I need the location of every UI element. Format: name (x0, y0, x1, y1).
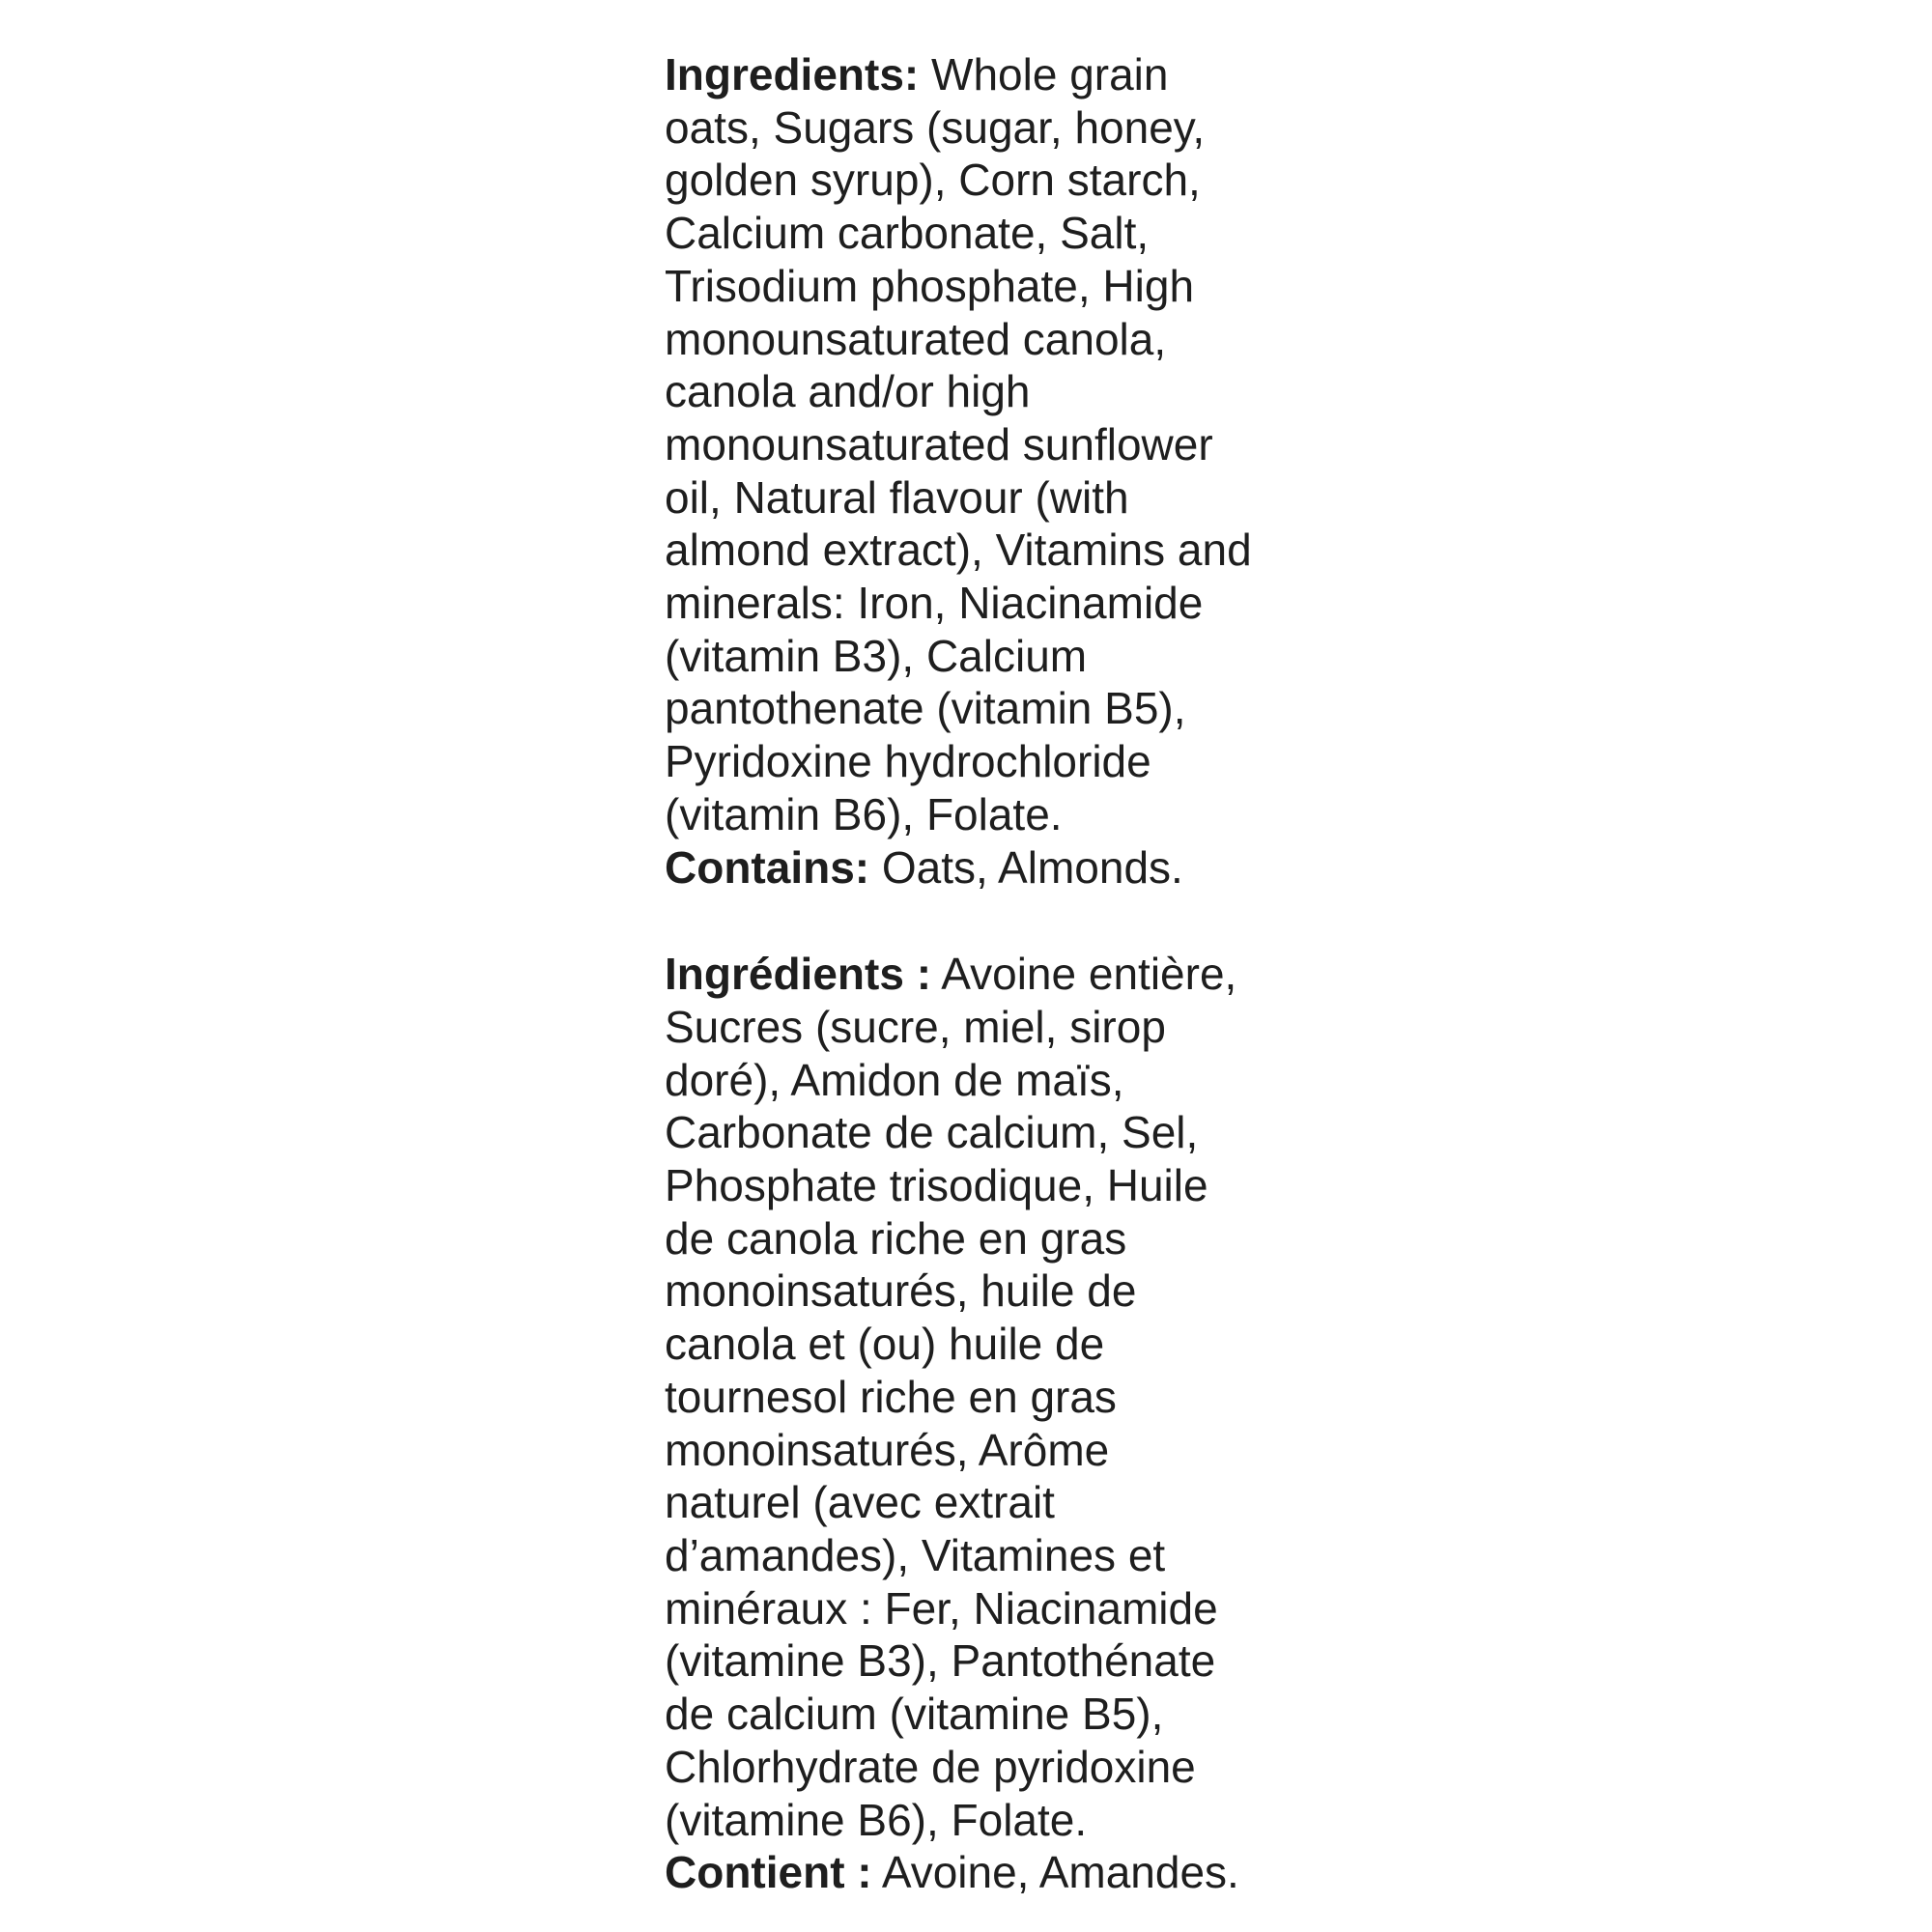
english-ingredients-line: minerals: Iron, Niacinamide (665, 578, 1204, 629)
french-ingredients-line: Carbonate de calcium, Sel, (665, 1107, 1199, 1158)
french-ingredients-line: (vitamine B6), Folate. (665, 1794, 1088, 1845)
french-ingredients-line: naturel (avec extrait (665, 1477, 1055, 1528)
french-ingredients-line: Chlorhydrate de pyridoxine (665, 1741, 1196, 1792)
english-contains-line (665, 841, 1331, 895)
french-ingredients-line: canola et (ou) huile de (665, 1319, 1105, 1370)
french-ingredients-line: minéraux : Fer, Niacinamide (665, 1582, 1218, 1634)
french-contains-heading: Contient : (665, 1847, 872, 1898)
french-ingredients-line (665, 948, 1331, 1001)
english-ingredients-line: monounsaturated sunflower (665, 418, 1213, 469)
english-ingredients-line: oil, Natural flavour (with (665, 471, 1129, 523)
french-ingredients-line: doré), Amidon de maïs, (665, 1054, 1124, 1105)
french-contains-text: Avoine, Amandes. (871, 1847, 1239, 1898)
english-ingredients-section (665, 48, 1331, 894)
english-ingredients-text: Whole grain (919, 49, 1169, 99)
french-ingredients-text: Avoine entière, (931, 949, 1237, 1000)
english-ingredients-line: Calcium carbonate, Salt, (665, 208, 1150, 259)
english-ingredients-line (665, 48, 1331, 101)
french-ingredients-section (665, 948, 1331, 1899)
french-ingredients-line: de calcium (vitamine B5), (665, 1689, 1164, 1740)
english-ingredients-line: oats, Sugars (sugar, honey, (665, 101, 1206, 153)
english-ingredients-heading: Ingredients: (665, 49, 920, 99)
english-contains-heading: Contains: (665, 841, 870, 893)
french-ingredients-line: monoinsaturés, Arôme (665, 1424, 1110, 1475)
english-ingredients-line: (vitamin B3), Calcium (665, 630, 1088, 681)
english-ingredients-line: canola and/or high (665, 366, 1031, 417)
french-ingredients-line: Phosphate trisodique, Huile (665, 1160, 1208, 1211)
french-contains-line (665, 1846, 1331, 1899)
french-ingredients-line: monoinsaturés, huile de (665, 1265, 1137, 1317)
english-ingredients-line: Pyridoxine hydrochloride (665, 736, 1151, 787)
english-ingredients-line: almond extract), Vitamins and (665, 525, 1252, 576)
english-ingredients-line: golden syrup), Corn starch, (665, 155, 1201, 206)
french-ingredients-line: (vitamine B3), Pantothénate (665, 1635, 1216, 1687)
english-contains-text: Oats, Almonds. (869, 841, 1183, 893)
english-ingredients-line: (vitamin B6), Folate. (665, 788, 1063, 839)
french-ingredients-line: d’amandes), Vitamines et (665, 1529, 1166, 1580)
english-ingredients-line: monounsaturated canola, (665, 313, 1167, 364)
french-ingredients-heading: Ingrédients : (665, 949, 932, 1000)
french-ingredients-line: tournesol riche en gras (665, 1371, 1117, 1422)
ingredients-label-panel (665, 48, 1331, 1899)
english-ingredients-line: Trisodium phosphate, High (665, 260, 1195, 311)
french-ingredients-line: de canola riche en gras (665, 1212, 1127, 1264)
french-ingredients-line: Sucres (sucre, miel, sirop (665, 1001, 1166, 1052)
english-ingredients-line: pantothenate (vitamin B5), (665, 683, 1186, 734)
